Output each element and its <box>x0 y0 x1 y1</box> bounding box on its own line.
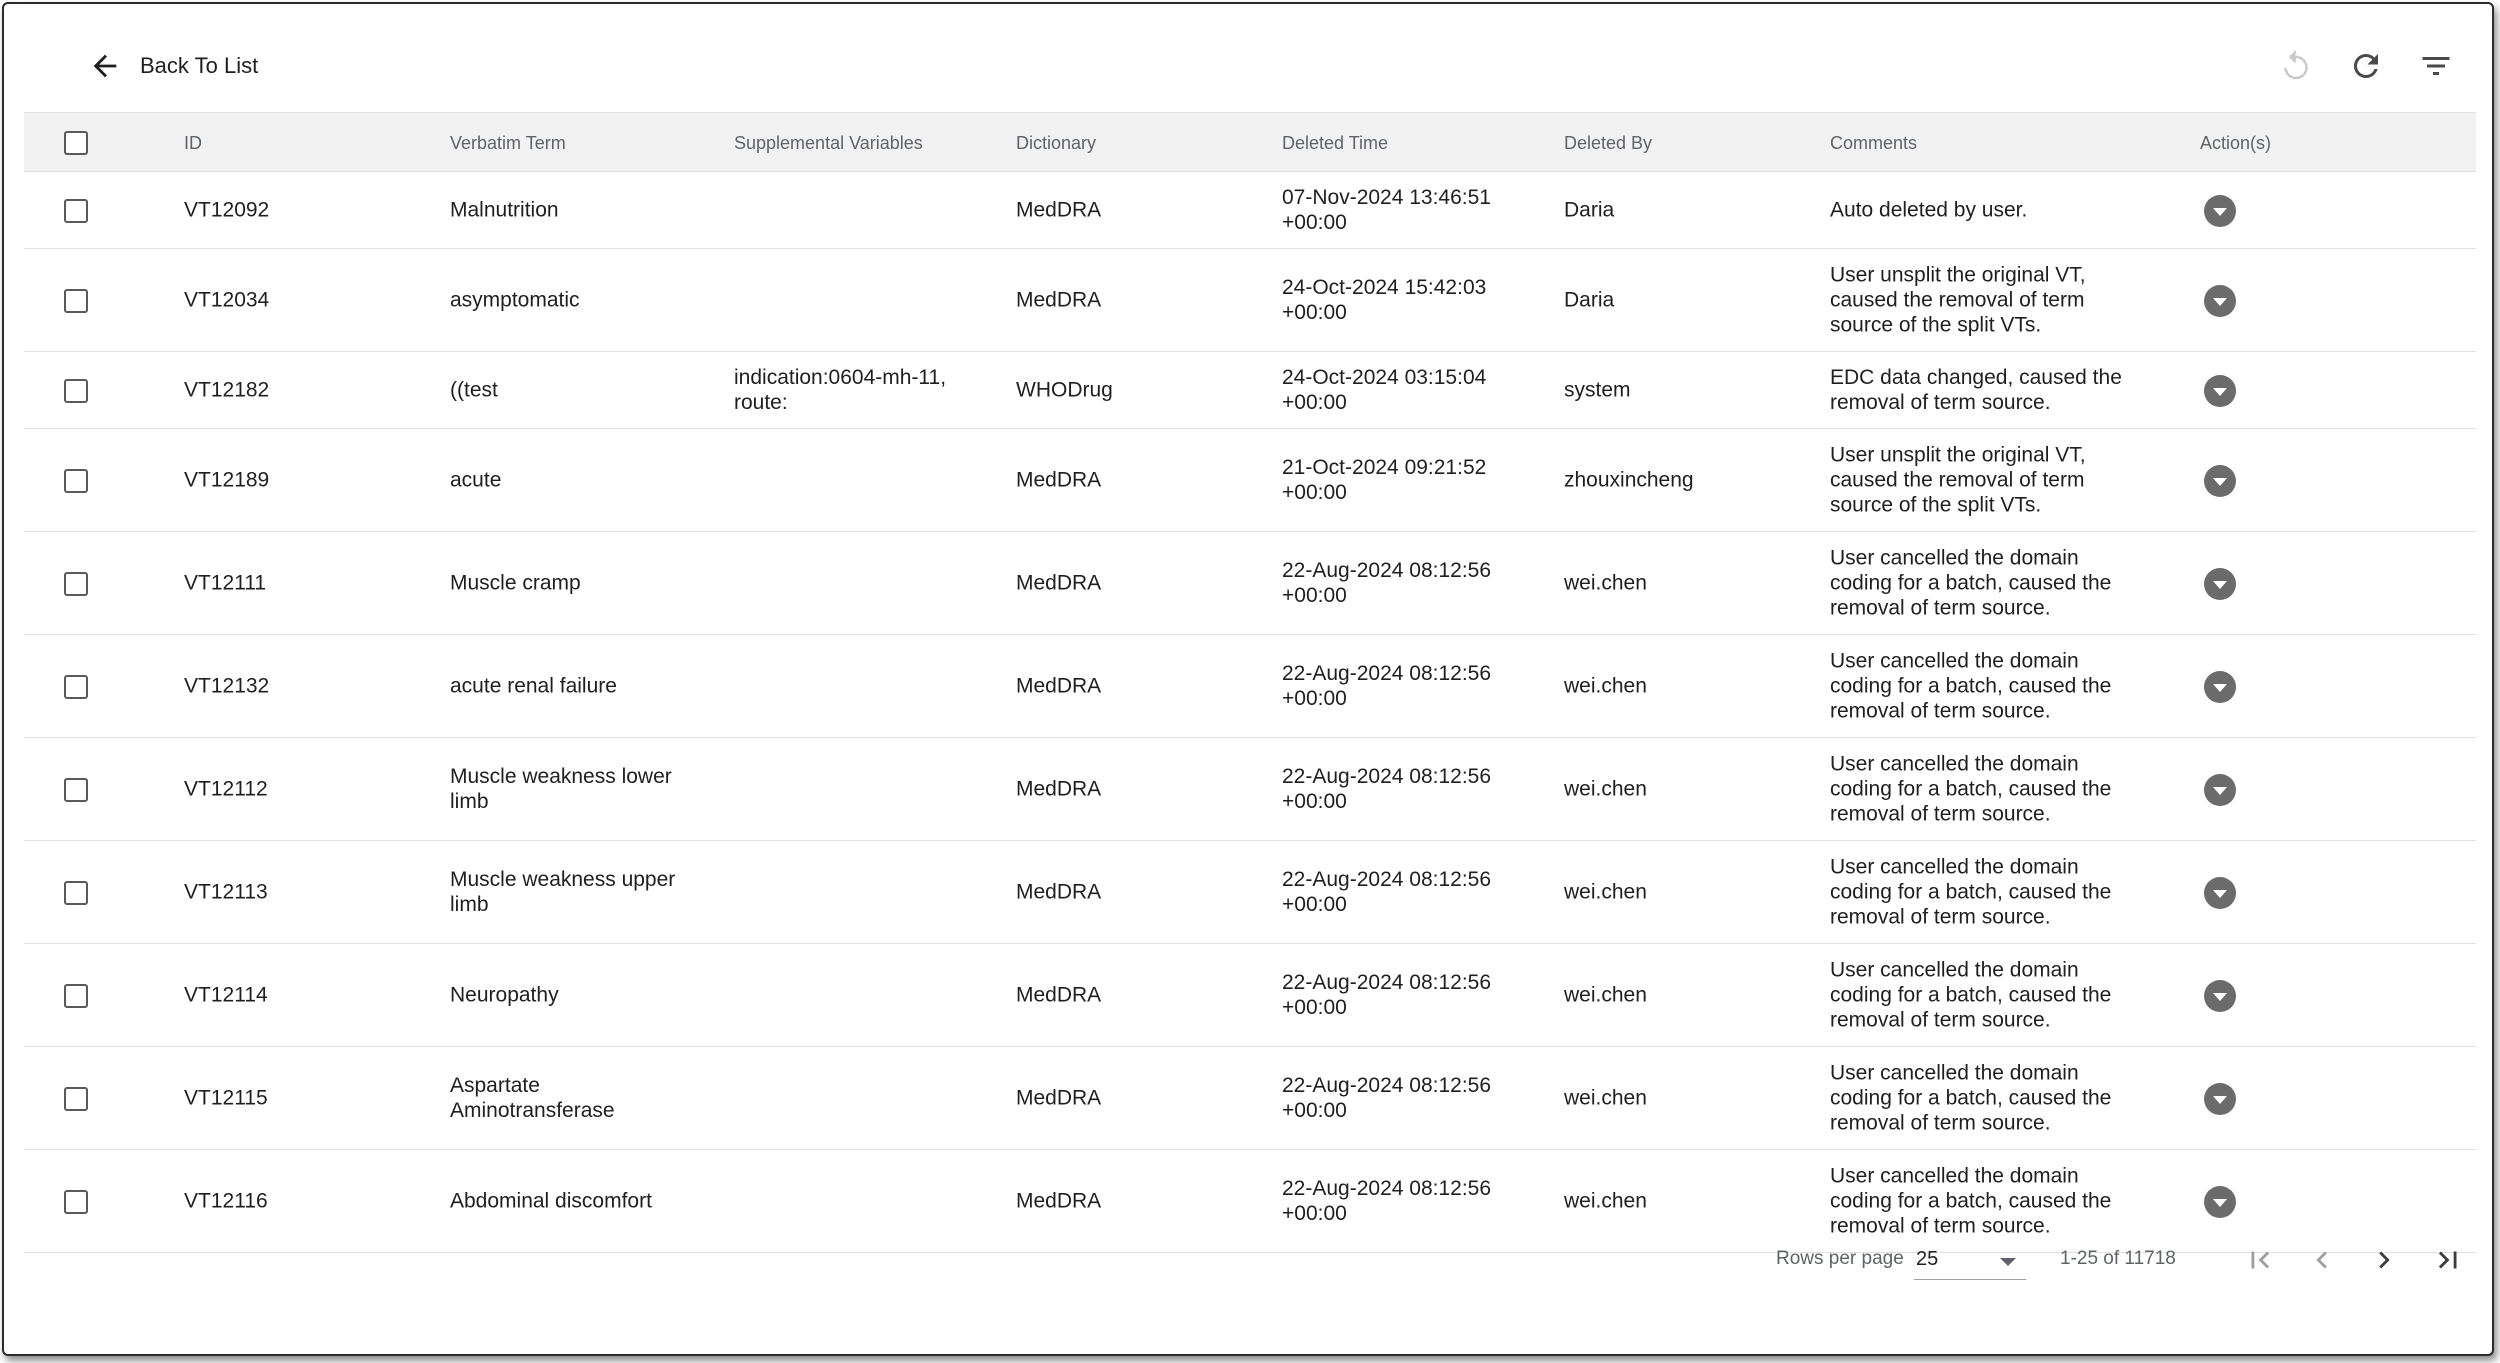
cell-deleted-time: 22-Aug-2024 08:12:56 +00:00 <box>1282 971 1492 1019</box>
cell-comments: User cancelled the domain coding for a batch, caused the removal of term source. <box>1830 752 2112 826</box>
cell-verbatim-term: acute <box>450 468 502 492</box>
cell-comments: User cancelled the domain coding for a batch, caused the removal of term source. <box>1830 855 2112 929</box>
cell-deleted-by: wei.chen <box>1564 1189 1647 1213</box>
restore-button[interactable] <box>2276 46 2316 86</box>
cell-id: VT12111 <box>184 571 267 595</box>
restore-icon <box>2278 48 2314 84</box>
row-actions-dropdown-button[interactable] <box>2204 285 2236 317</box>
cell-comments: EDC data changed, caused the removal of term source. <box>1830 366 2122 414</box>
column-header-dictionary[interactable]: Dictionary <box>1016 133 1097 153</box>
table-row[interactable] <box>24 841 2476 944</box>
cell-verbatim-term: Muscle weakness upper limb <box>450 868 676 916</box>
last-page-icon <box>2431 1243 2465 1277</box>
toolbar <box>4 4 2492 114</box>
refresh-button[interactable] <box>2346 46 2386 86</box>
rows-per-page-value: 25 <box>1916 1248 1939 1270</box>
filter-icon <box>2418 48 2454 84</box>
first-page-button[interactable] <box>2240 1240 2280 1280</box>
cell-deleted-time: 22-Aug-2024 08:12:56 +00:00 <box>1282 765 1492 813</box>
caret-down-icon <box>2000 1258 2016 1266</box>
column-header-id[interactable]: ID <box>184 133 202 153</box>
cell-id: VT12034 <box>184 288 270 312</box>
chevron-left-icon <box>2305 1243 2339 1277</box>
first-page-icon <box>2243 1243 2277 1277</box>
cell-dictionary: MedDRA <box>1016 880 1102 904</box>
column-header-supplemental-variables[interactable]: Supplemental Variables <box>734 133 923 153</box>
table-row[interactable] <box>24 944 2476 1047</box>
cell-id: VT12114 <box>184 983 268 1007</box>
row-checkbox[interactable] <box>64 199 88 223</box>
cell-verbatim-term: Muscle cramp <box>450 571 581 595</box>
cell-deleted-time: 21-Oct-2024 09:21:52 +00:00 <box>1282 456 1487 504</box>
row-checkbox[interactable] <box>64 675 88 699</box>
cell-id: VT12132 <box>184 674 270 698</box>
cell-id: VT12189 <box>184 468 270 492</box>
table-row[interactable] <box>24 635 2476 738</box>
cell-deleted-time: 22-Aug-2024 08:12:56 +00:00 <box>1282 662 1492 710</box>
table-row[interactable] <box>24 738 2476 841</box>
cell-deleted-by: system <box>1564 378 1631 402</box>
cell-id: VT12116 <box>184 1189 268 1213</box>
cell-verbatim-term: Aspartate Aminotransferase <box>450 1074 615 1122</box>
cell-dictionary: MedDRA <box>1016 288 1102 312</box>
cell-verbatim-term: ((test <box>450 378 498 402</box>
cell-comments: User unsplit the original VT, caused the removal of term source of the split VTs. <box>1830 263 2086 337</box>
row-actions-dropdown-button[interactable] <box>2204 375 2236 407</box>
column-header-deleted-by[interactable]: Deleted By <box>1564 133 1653 153</box>
pagination-bar <box>4 1226 2492 1296</box>
cell-deleted-by: Daria <box>1564 198 1615 222</box>
table-row[interactable] <box>24 249 2476 352</box>
row-checkbox[interactable] <box>64 379 88 403</box>
cell-comments: User cancelled the domain coding for a batch, caused the removal of term source. <box>1830 649 2112 723</box>
column-header-actions: Action(s) <box>2200 133 2272 153</box>
cell-deleted-by: zhouxincheng <box>1564 468 1694 492</box>
table-row[interactable] <box>24 1047 2476 1150</box>
row-checkbox[interactable] <box>64 289 88 313</box>
row-actions-dropdown-button[interactable] <box>2204 671 2236 703</box>
cell-comments: Auto deleted by user. <box>1830 198 2028 222</box>
cell-supplemental-variables: indication:0604-mh-11, route: <box>734 366 947 414</box>
cell-dictionary: MedDRA <box>1016 198 1102 222</box>
row-actions-dropdown-button[interactable] <box>2204 1186 2236 1218</box>
table-header <box>24 112 2476 172</box>
cell-deleted-by: Daria <box>1564 288 1615 312</box>
last-page-button[interactable] <box>2428 1240 2468 1280</box>
row-actions-dropdown-button[interactable] <box>2204 568 2236 600</box>
row-checkbox[interactable] <box>64 881 88 905</box>
cell-deleted-time: 07-Nov-2024 13:46:51 +00:00 <box>1282 186 1491 234</box>
cell-dictionary: MedDRA <box>1016 1189 1102 1213</box>
column-header-deleted-time[interactable]: Deleted Time <box>1282 133 1389 153</box>
deleted-terms-table <box>24 112 2476 1282</box>
app-window <box>2 2 2494 1356</box>
row-actions-dropdown-button[interactable] <box>2204 195 2236 227</box>
row-checkbox[interactable] <box>64 572 88 596</box>
cell-verbatim-term: asymptomatic <box>450 288 580 312</box>
page-range-text: 1-25 of 11718 <box>2060 1248 2176 1269</box>
row-checkbox[interactable] <box>64 469 88 493</box>
column-header-verbatim-term[interactable]: Verbatim Term <box>450 133 566 153</box>
cell-deleted-time: 22-Aug-2024 08:12:56 +00:00 <box>1282 559 1492 607</box>
cell-comments: User cancelled the domain coding for a batch, caused the removal of term source. <box>1830 546 2112 620</box>
cell-dictionary: WHODrug <box>1016 378 1113 402</box>
row-actions-dropdown-button[interactable] <box>2204 465 2236 497</box>
cell-dictionary: MedDRA <box>1016 468 1102 492</box>
cell-deleted-time: 22-Aug-2024 08:12:56 +00:00 <box>1282 868 1492 916</box>
row-checkbox[interactable] <box>64 984 88 1008</box>
chevron-right-icon <box>2367 1243 2401 1277</box>
previous-page-button[interactable] <box>2302 1240 2342 1280</box>
cell-comments: User cancelled the domain coding for a batch, caused the removal of term source. <box>1830 1061 2112 1135</box>
cell-verbatim-term: Neuropathy <box>450 983 559 1007</box>
cell-deleted-by: wei.chen <box>1564 1086 1647 1110</box>
row-actions-dropdown-button[interactable] <box>2204 877 2236 909</box>
row-checkbox[interactable] <box>64 1190 88 1214</box>
refresh-icon <box>2348 48 2384 84</box>
cell-dictionary: MedDRA <box>1016 571 1102 595</box>
table-body <box>24 172 2476 1282</box>
row-checkbox[interactable] <box>64 778 88 802</box>
rows-per-page-label: Rows per page <box>1776 1248 1904 1269</box>
filter-button[interactable] <box>2416 46 2456 86</box>
cell-comments: User cancelled the domain coding for a batch, caused the removal of term source. <box>1830 1164 2112 1238</box>
row-checkbox[interactable] <box>64 1087 88 1111</box>
cell-dictionary: MedDRA <box>1016 674 1102 698</box>
rows-per-page-select[interactable] <box>1914 1240 2026 1280</box>
column-header-comments[interactable]: Comments <box>1830 133 1918 153</box>
cell-id: VT12113 <box>184 880 268 904</box>
cell-deleted-time: 22-Aug-2024 08:12:56 +00:00 <box>1282 1074 1492 1122</box>
table-row[interactable] <box>24 532 2476 635</box>
back-to-list-label: Back To List <box>140 53 259 78</box>
row-actions-dropdown-button[interactable] <box>2204 774 2236 806</box>
cell-comments: User unsplit the original VT, caused the removal of term source of the split VTs. <box>1830 443 2086 517</box>
cell-deleted-by: wei.chen <box>1564 777 1647 801</box>
cell-deleted-by: wei.chen <box>1564 983 1647 1007</box>
next-page-button[interactable] <box>2364 1240 2404 1280</box>
cell-id: VT12112 <box>184 777 268 801</box>
cell-dictionary: MedDRA <box>1016 777 1102 801</box>
cell-deleted-time: 24-Oct-2024 15:42:03 +00:00 <box>1282 276 1487 324</box>
select-all-checkbox[interactable] <box>64 131 88 155</box>
table-row[interactable] <box>24 429 2476 532</box>
arrow-left-icon <box>88 49 122 83</box>
cell-deleted-time: 22-Aug-2024 08:12:56 +00:00 <box>1282 1177 1492 1225</box>
cell-deleted-by: wei.chen <box>1564 880 1647 904</box>
cell-deleted-by: wei.chen <box>1564 674 1647 698</box>
table-row[interactable] <box>24 352 2476 429</box>
cell-verbatim-term: Abdominal discomfort <box>450 1189 652 1213</box>
back-to-list-button[interactable] <box>88 44 258 88</box>
row-actions-dropdown-button[interactable] <box>2204 1083 2236 1115</box>
cell-id: VT12115 <box>184 1086 268 1110</box>
cell-dictionary: MedDRA <box>1016 983 1102 1007</box>
cell-verbatim-term: Malnutrition <box>450 198 559 222</box>
cell-id: VT12092 <box>184 198 270 222</box>
row-actions-dropdown-button[interactable] <box>2204 980 2236 1012</box>
cell-comments: User cancelled the domain coding for a batch, caused the removal of term source. <box>1830 958 2112 1032</box>
table-row[interactable] <box>24 172 2476 249</box>
cell-deleted-time: 24-Oct-2024 03:15:04 +00:00 <box>1282 366 1487 414</box>
cell-id: VT12182 <box>184 378 270 402</box>
cell-verbatim-term: acute renal failure <box>450 674 617 698</box>
cell-dictionary: MedDRA <box>1016 1086 1102 1110</box>
cell-verbatim-term: Muscle weakness lower limb <box>450 765 672 813</box>
cell-deleted-by: wei.chen <box>1564 571 1647 595</box>
